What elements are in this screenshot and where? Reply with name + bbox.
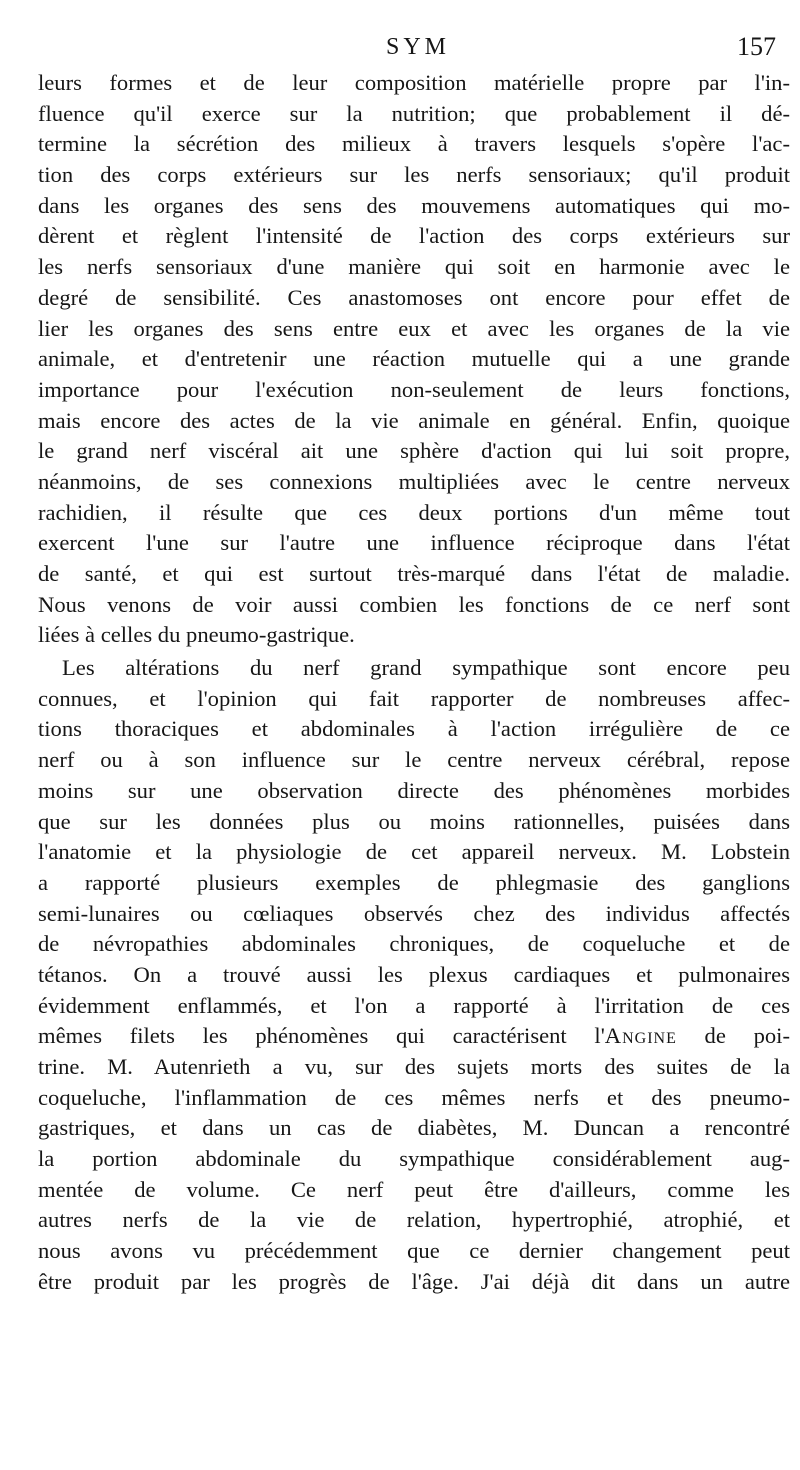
text-line: degré de sensibilité. Ces anastomoses ont encore pour effet de	[38, 284, 790, 310]
text-line: animale, et d'entretenir une réaction mutuelle qui a une grande	[38, 346, 790, 372]
text-line	[38, 1021, 790, 1052]
text-line: la portion abdominale du sympathique considérablement aug-	[38, 1146, 790, 1172]
text-line: coqueluche, l'inflammation de ces mêmes nerfs et des pneumo-	[38, 1084, 790, 1110]
text-line: nerf ou à son influence sur le centre nerveux cérébral, repose	[38, 747, 790, 773]
text-line: leurs formes et de leur composition matérielle propre par l'in-	[38, 70, 790, 95]
text-line: tion des corps extérieurs sur les nerfs sensoriaux; qu'il produit	[38, 162, 790, 188]
text-line: rachidien, il résulte que ces deux portions d'un même tout	[38, 499, 790, 525]
text-line: liées à celles du pneumo-gastrique.	[38, 622, 355, 648]
text-line: de santé, et qui est surtout très-marqué dans l'état de maladie.	[38, 561, 790, 586]
running-title: SYM	[385, 34, 451, 60]
paragraph-continuation	[38, 68, 790, 651]
text-segment: de poi-	[676, 1023, 790, 1049]
text-line: tions thoraciques et abdominales à l'action irrégulière de ce	[38, 716, 790, 742]
text-line: être produit par les progrès de l'âge. J'ai déjà dit dans un autre	[38, 1268, 790, 1294]
text-line: moins sur une observation directe des phénomènes morbides	[38, 777, 790, 803]
text-line: mais encore des actes de la vie animale en général. Enfin, quoique	[38, 407, 790, 433]
text-line: termine la sécrétion des milieux à travers lesquels s'opère l'ac-	[38, 131, 790, 157]
text-line: de névropathies abdominales chroniques, de coqueluche et de	[38, 931, 790, 957]
text-line: nous avons vu précédemment que ce dernier changement peut	[38, 1238, 790, 1264]
text-segment: mêmes filets les phénomènes qui caractérisent l'	[38, 1023, 605, 1049]
text-line: dans les organes des sens des mouvemens automatiques qui mo-	[38, 192, 790, 218]
text-line: lier les organes des sens entre eux et avec les organes de la vie	[38, 315, 790, 341]
text-line: dèrent et règlent l'intensité de l'action des corps extérieurs sur	[38, 223, 790, 249]
text-line: autres nerfs de la vie de relation, hypertrophié, atrophié, et	[38, 1207, 790, 1233]
text-line: tétanos. On a trouvé aussi les plexus cardiaques et pulmonaires	[38, 961, 790, 987]
text-line: importance pour l'exécution non-seulement de leurs fonctions,	[38, 376, 790, 402]
text-line: exercent l'une sur l'autre une influence réciproque dans l'état	[38, 530, 790, 556]
text-line: trine. M. Autenrieth a vu, sur des sujets morts des suites de la	[38, 1054, 790, 1079]
body-text	[38, 68, 790, 1298]
text-line: les nerfs sensoriaux d'une manière qui soit en harmonie avec le	[38, 254, 790, 280]
text-line: que sur les données plus ou moins rationnelles, puisées dans	[38, 808, 790, 834]
text-line: l'anatomie et la physiologie de cet appareil nerveux. M. Lobstein	[38, 839, 790, 865]
text-line: a rapporté plusieurs exemples de phlegmasie des ganglions	[38, 869, 790, 895]
text-line: néanmoins, de ses connexions multipliées avec le centre nerveux	[38, 468, 790, 494]
text-line: Nous venons de voir aussi combien les fonctions de ce nerf sont	[38, 591, 790, 617]
running-head	[38, 30, 798, 66]
text-line: mentée de volume. Ce nerf peut être d'ailleurs, comme les	[38, 1176, 790, 1202]
page-number: 157	[737, 32, 776, 61]
text-line: Les altérations du nerf grand sympathique sont encore peu	[62, 655, 790, 681]
text-line: fluence qu'il exerce sur la nutrition; que probablement il dé-	[38, 100, 790, 126]
paragraph-alterations	[38, 653, 790, 1297]
text-line: connues, et l'opinion qui fait rapporter de nombreuses affec-	[38, 685, 790, 711]
text-line: semi-lunaires ou cœliaques observés chez des individus affectés	[38, 900, 790, 926]
cross-reference-angine: Angine	[604, 1023, 677, 1049]
text-line: gastriques, et dans un cas de diabètes, M. Duncan a rencontré	[38, 1115, 790, 1141]
text-line: le grand nerf viscéral ait une sphère d'action qui lui soit propre,	[38, 438, 790, 464]
text-line: évidemment enflammés, et l'on a rapporté à l'irritation de ces	[38, 992, 790, 1018]
